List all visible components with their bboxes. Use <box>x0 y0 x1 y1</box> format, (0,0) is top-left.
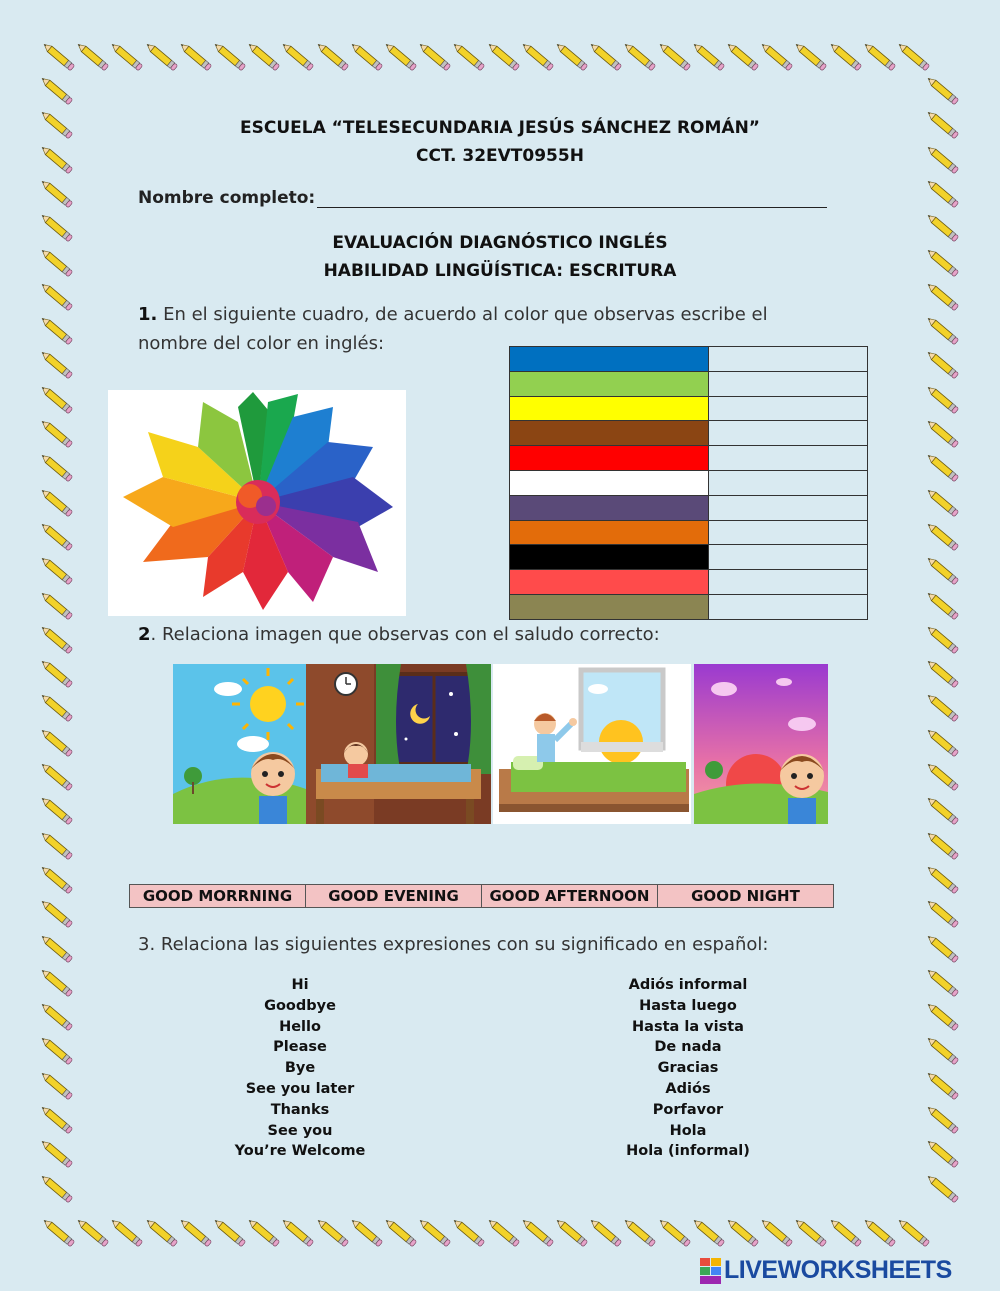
color-swatch <box>510 570 709 595</box>
pencil-icon <box>922 1168 962 1208</box>
spanish-meanings <box>578 975 798 1162</box>
color-row <box>510 594 868 619</box>
spanish-meaning[interactable]: Hola <box>669 1122 707 1139</box>
color-answer-field[interactable] <box>709 470 868 495</box>
english-expression[interactable]: Thanks <box>270 1101 330 1118</box>
english-expressions <box>190 975 410 1162</box>
color-answer-field[interactable] <box>709 446 868 471</box>
greetings-table <box>129 884 834 908</box>
color-swatch <box>510 347 709 372</box>
color-answer-field[interactable] <box>709 421 868 446</box>
spanish-meaning[interactable]: Adiós <box>665 1080 711 1097</box>
color-swatch <box>510 545 709 570</box>
spanish-meaning[interactable]: Hasta luego <box>639 997 737 1014</box>
english-expression[interactable]: Hi <box>291 977 309 993</box>
name-field[interactable] <box>138 188 827 208</box>
spanish-meaning[interactable]: Hola (informal) <box>626 1143 750 1160</box>
name-label: Nombre completo: <box>138 188 316 208</box>
color-row <box>510 520 868 545</box>
color-answer-field[interactable] <box>709 371 868 396</box>
color-answer-field[interactable] <box>709 520 868 545</box>
color-swatch <box>510 371 709 396</box>
section1-text: En el siguiente cuadro, de acuerdo al color que observas escribe el nombre del color en inglés: <box>138 304 768 354</box>
spanish-meaning[interactable]: Adiós informal <box>628 977 748 993</box>
section1-number: 1. <box>138 304 158 325</box>
section3-instruction: 3. Relaciona las siguientes expresiones con su significado en español: <box>138 934 769 955</box>
color-row <box>510 470 868 495</box>
color-row <box>510 446 868 471</box>
greeting-option[interactable]: GOOD AFTERNOON <box>482 885 658 908</box>
greeting-option[interactable]: GOOD MORRNING <box>130 885 306 908</box>
skill-title: HABILIDAD LINGÜÍSTICA: ESCRITURA <box>323 261 677 281</box>
cct-code: CCT. 32EVT0955H <box>416 146 584 166</box>
spanish-meaning[interactable]: Hasta la vista <box>632 1018 744 1035</box>
color-row <box>510 495 868 520</box>
sunset-scene-image <box>694 664 828 824</box>
english-expression[interactable]: See you later <box>245 1080 355 1097</box>
wakeup-scene-image <box>493 664 691 824</box>
color-swatch <box>510 495 709 520</box>
section2-instruction <box>138 620 660 649</box>
english-expression[interactable]: Bye <box>284 1060 316 1077</box>
greeting-option[interactable]: GOOD NIGHT <box>658 885 834 908</box>
spanish-meaning[interactable]: Porfavor <box>652 1101 724 1118</box>
section2-number: 2 <box>138 624 151 645</box>
color-row <box>510 545 868 570</box>
color-swatch <box>510 470 709 495</box>
color-answer-field[interactable] <box>709 594 868 619</box>
eval-title: EVALUACIÓN DIAGNÓSTICO INGLÉS <box>332 233 668 253</box>
color-swatch <box>510 421 709 446</box>
color-answer-field[interactable] <box>709 347 868 372</box>
pencil-icon <box>36 1168 76 1208</box>
english-expression[interactable]: See you <box>267 1122 333 1139</box>
color-row <box>510 371 868 396</box>
name-blank[interactable] <box>317 190 827 208</box>
pencil-icon <box>893 1212 933 1252</box>
liveworksheets-logo-icon <box>700 1258 722 1284</box>
greeting-option[interactable]: GOOD EVENING <box>306 885 482 908</box>
color-answer-field[interactable] <box>709 396 868 421</box>
color-swatch <box>510 520 709 545</box>
morning-scene-image <box>173 664 306 824</box>
color-row <box>510 421 868 446</box>
color-table <box>509 346 868 620</box>
color-powder-image <box>108 390 406 616</box>
liveworksheets-logo-text[interactable]: LIVEWORKSHEETS <box>724 1256 952 1284</box>
section2-text: . Relaciona imagen que observas con el saludo correcto: <box>150 624 660 645</box>
color-row <box>510 570 868 595</box>
english-expression[interactable]: You’re Welcome <box>234 1143 366 1160</box>
night-scene-image <box>306 664 491 824</box>
color-swatch <box>510 594 709 619</box>
english-expression[interactable]: Goodbye <box>264 997 336 1014</box>
color-swatch <box>510 396 709 421</box>
spanish-meaning[interactable]: Gracias <box>657 1060 719 1077</box>
color-swatch <box>510 446 709 471</box>
spanish-meaning[interactable]: De nada <box>654 1039 722 1056</box>
color-row <box>510 347 868 372</box>
english-expression[interactable]: Please <box>273 1039 327 1056</box>
color-answer-field[interactable] <box>709 495 868 520</box>
color-answer-field[interactable] <box>709 545 868 570</box>
color-row <box>510 396 868 421</box>
school-title: ESCUELA “TELESECUNDARIA JESÚS SÁNCHEZ ROMÁN” <box>240 118 760 138</box>
color-answer-field[interactable] <box>709 570 868 595</box>
english-expression[interactable]: Hello <box>279 1018 321 1035</box>
